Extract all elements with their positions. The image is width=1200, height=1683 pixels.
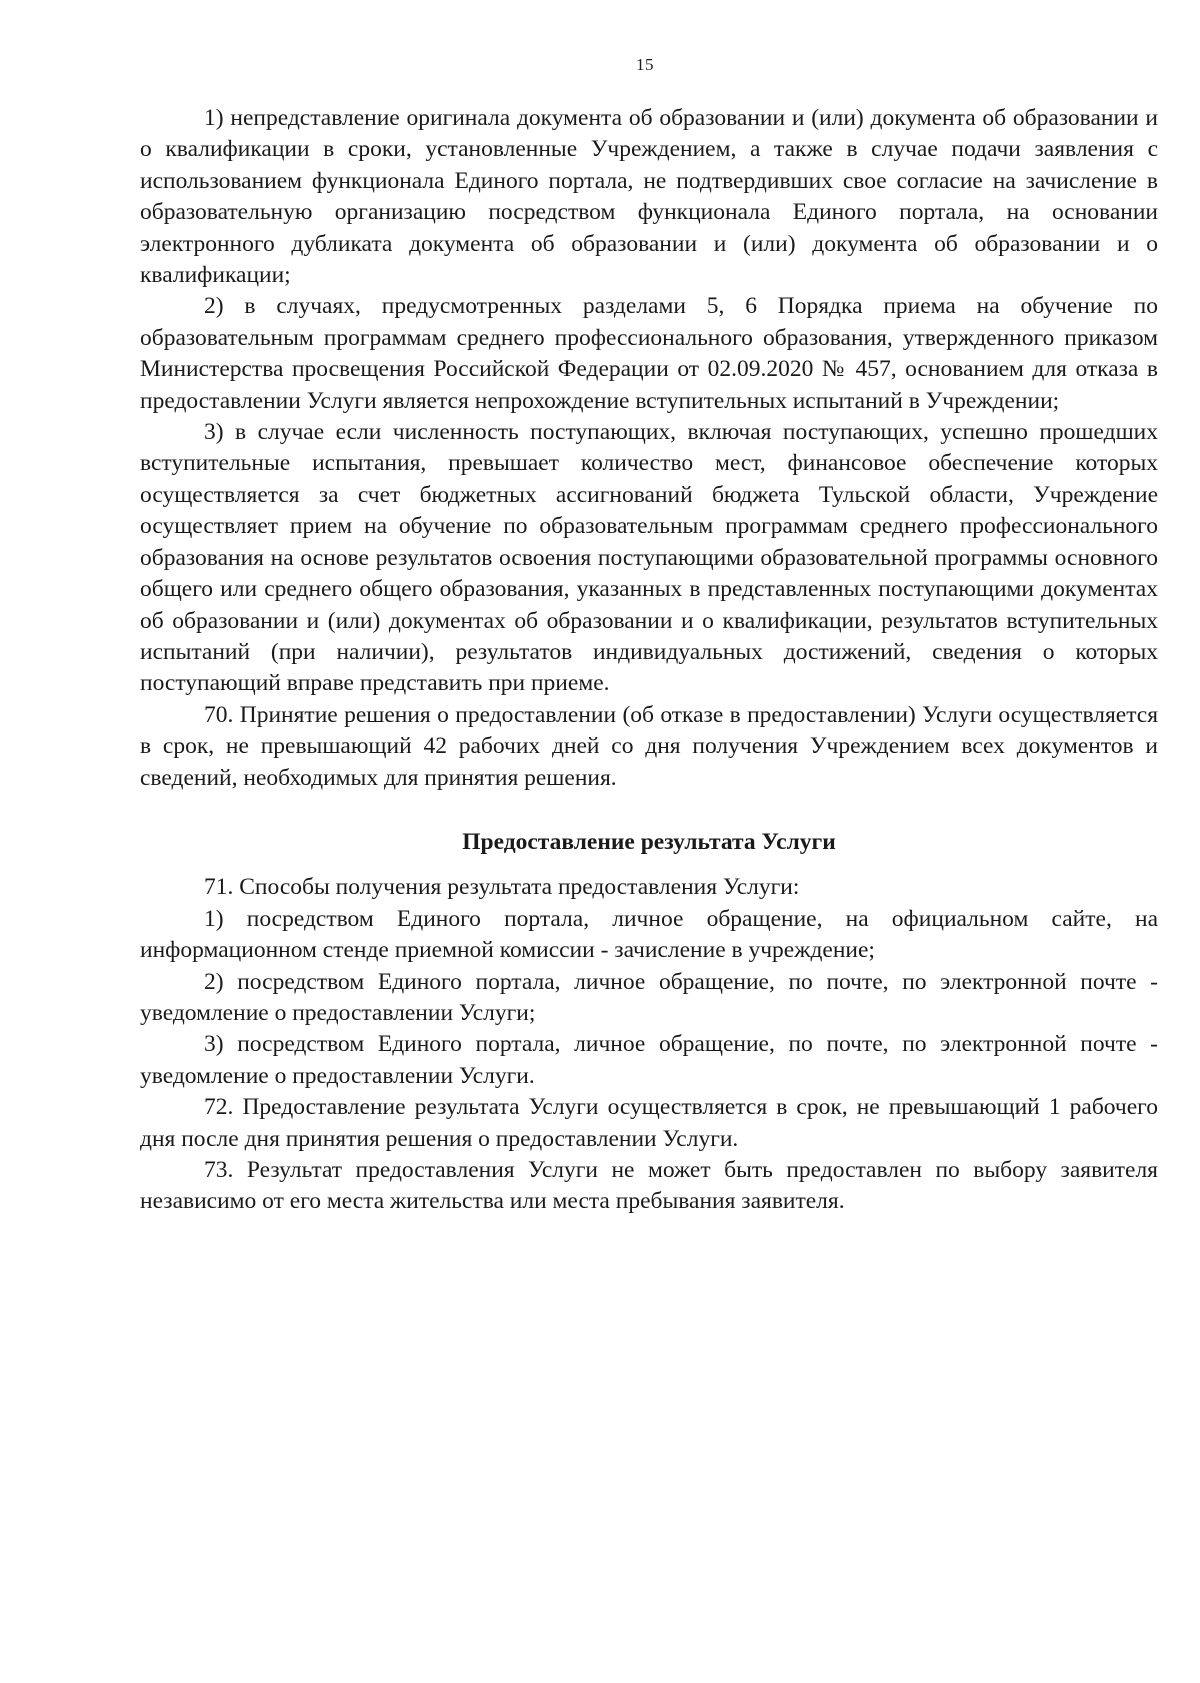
paragraph-71: 71. Способы получения результата предоставления Услуги: [204, 874, 800, 901]
paragraph-73: 73. Результат предоставления Услуги не может быть предоставлен по выбору заявителя независимо от его места жительства или места пребывания заявителя. [140, 1157, 1158, 1215]
paragraph-72: 72. Предоставление результата Услуги осуществляется в срок, не превышающий 1 рабочего дня после дня принятия решения о предоставлении Услуги. [140, 1094, 1158, 1152]
paragraph-71-item-1: 1) посредством Единого портала, личное обращение, на официальном сайте, на информационном стенде приемной комиссии - зачисление в учреждение; [140, 905, 1158, 964]
paragraph-71-item-2: 2) посредством Единого портала, личное обращение, по почте, по электронной почте - уведомление о предоставлении Услуги; [140, 968, 1158, 1026]
paragraph-71-item-3: 3) посредством Единого портала, личное обращение, по почте, по электронной почте - уведомление о предоставлении Услуги. [140, 1031, 1158, 1089]
section-heading: Предоставление результата Услуги [462, 828, 836, 855]
paragraph-item-2: 2) в случаях, предусмотренных разделами 5, 6 Порядка приема на обучение по образовательным программам среднего профессионального образования, утвержденного приказом Министерства просвещения Российской Федерации от 02.09.2020 № 457, основанием для отказа в предоставлении Услуги является непрохождение вступительных испытаний в Учреждении; [140, 293, 1158, 414]
page-number: 15 [636, 55, 654, 74]
paragraph-item-1: 1) непредставление оригинала документа об образовании и (или) документа об образовании и о квалификации в сроки, установленные Учреждением, а также в случае подачи заявления с использованием функционала Единого портала, не подтвердивших свое согласие на зачисление в образовательную организацию посредством функционала Единого портала, на основании электронного дубликата документа об образовании и (или) документа об образовании и о квалификации; [140, 105, 1158, 289]
paragraph-70: 70. Принятие решения о предоставлении (об отказе в предоставлении) Услуги осуществляется в срок, не превышающий 42 рабочих дней со дня получения Учреждением всех документов и сведений, необходимых для принятия решения. [140, 701, 1158, 791]
document-body [140, 103, 1158, 1218]
paragraph-item-3: 3) в случае если численность поступающих, включая поступающих, успешно прошедших вступительные испытания, превышает количество мест, финансовое обеспечение которых осуществляется за счет бюджетных ассигнований бюджета Тульской области, Учреждение осуществляет прием на обучение по образовательным программам среднего профессионального образования на основе результатов освоения поступающими образовательной программы основного общего или среднего общего образования, указанных в представленных поступающими документах об образовании и (или) документах об образовании и о квалификации, результатов вступительных испытаний (при наличии), результатов индивидуальных достижений, сведения о которых поступающий вправе представить при приеме. [140, 419, 1158, 697]
